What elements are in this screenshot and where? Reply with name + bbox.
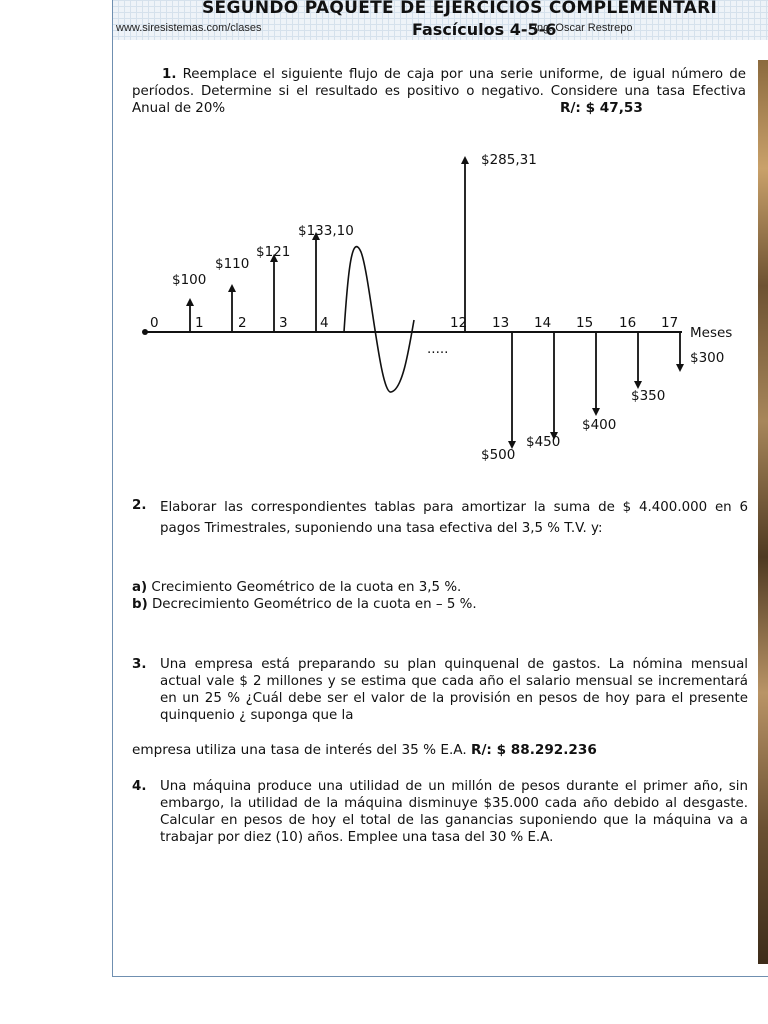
inflow-label-12: $285,31 <box>481 152 537 168</box>
exercise-1-answer: R/: $ 47,53 <box>560 100 643 116</box>
website-link[interactable]: www.siresistemas.com/clases <box>116 22 262 34</box>
period-label-13: 13 <box>492 315 510 331</box>
exercise-1 <box>132 66 746 117</box>
axis-origin-dot <box>142 329 148 335</box>
exercise-4 <box>132 778 748 846</box>
exercise-4-text: Una máquina produce una utilidad de un millón de pesos durante el primer año, sin embargo, la utilidad de la máquina disminuye $35.000 cada año debido al desgaste. Calcular en pesos de hoy el total de las ganancias suponiendo que la máquina va a trabajar por diez (10) años. Emplee una tasa del 30 % E.A. <box>160 779 748 845</box>
exercise-2-number: 2. <box>132 498 147 513</box>
period-label-1: 1 <box>195 315 204 331</box>
document-title: SEGUNDO PAQUETE DE EJERCICIOS COMPLEMENTARI <box>202 0 718 18</box>
exercise-1-text: Reemplace el siguiente flujo de caja por una serie uniforme, de igual número de períodos. Determine si el resultado es positivo o negativo. Considere una tasa Efectiva Anual de 20% <box>132 67 746 116</box>
exercise-2-text: Elaborar las correspondientes tablas para amortizar la suma de $ 4.400.000 en 6 pagos Trimestrales, suponiendo una tasa efectiva del 3,5 % T.V. y: <box>160 500 748 536</box>
exercise-3 <box>132 656 748 724</box>
item-b-key: b) <box>132 597 148 612</box>
exercise-2 <box>132 497 748 539</box>
document-subtitle: Fascículos 4-5-6 <box>412 20 557 39</box>
exercise-2-item-a <box>132 579 461 596</box>
outflow-label-14: $450 <box>526 434 561 450</box>
period-label-12: 12 <box>450 315 468 331</box>
item-a-key: a) <box>132 580 148 595</box>
period-label-0: 0 <box>150 315 159 331</box>
inflow-label-1: $100 <box>172 272 207 288</box>
exercise-1-number: 1. <box>162 67 177 82</box>
period-label-16: 16 <box>619 315 637 331</box>
period-label-3: 3 <box>279 315 288 331</box>
period-label-14: 14 <box>534 315 552 331</box>
period-label-4: 4 <box>320 315 329 331</box>
inflow-label-4: $133,10 <box>298 223 354 239</box>
cash-flow-diagram <box>0 140 768 480</box>
exercise-2-item-b <box>132 596 477 613</box>
item-a-text: Crecimiento Geométrico de la cuota en 3,5 %. <box>151 580 462 595</box>
exercise-4-number: 4. <box>132 779 147 794</box>
item-b-text: Decrecimiento Geométrico de la cuota en – 5 %. <box>151 597 477 612</box>
exercise-3-continuation-text: empresa utiliza una tasa de interés del 35 % E.A. <box>132 742 467 758</box>
break-wave <box>344 247 414 392</box>
outflow-label-17: $300 <box>690 350 725 366</box>
period-label-2: 2 <box>238 315 247 331</box>
period-label-15: 15 <box>576 315 594 331</box>
axis-unit-label: Meses <box>690 325 733 341</box>
period-label-17: 17 <box>661 315 679 331</box>
ellipsis-dots: ..... <box>427 341 449 357</box>
author-name: Ing. Oscar Restrepo <box>534 22 633 34</box>
outflow-label-13: $500 <box>481 447 516 463</box>
outflow-label-16: $350 <box>631 388 666 404</box>
outflow-label-15: $400 <box>582 417 617 433</box>
exercise-3-text: Una empresa está preparando su plan quinquenal de gastos. La nómina mensual actual vale $ 2 millones y se estima que cada año el salario mensual se incrementará en un 25 % ¿Cuál debe ser el valor de la provisión en pesos de hoy para el presente quinquenio ¿ suponga que la <box>160 657 748 723</box>
exercise-3-answer: R/: $ 88.292.236 <box>470 742 597 758</box>
exercise-3-number: 3. <box>132 657 147 672</box>
inflow-label-2: $110 <box>215 256 250 272</box>
exercise-3-continuation <box>132 742 597 759</box>
cash-flow-arrows <box>150 152 724 463</box>
inflow-label-3: $121 <box>256 244 291 260</box>
